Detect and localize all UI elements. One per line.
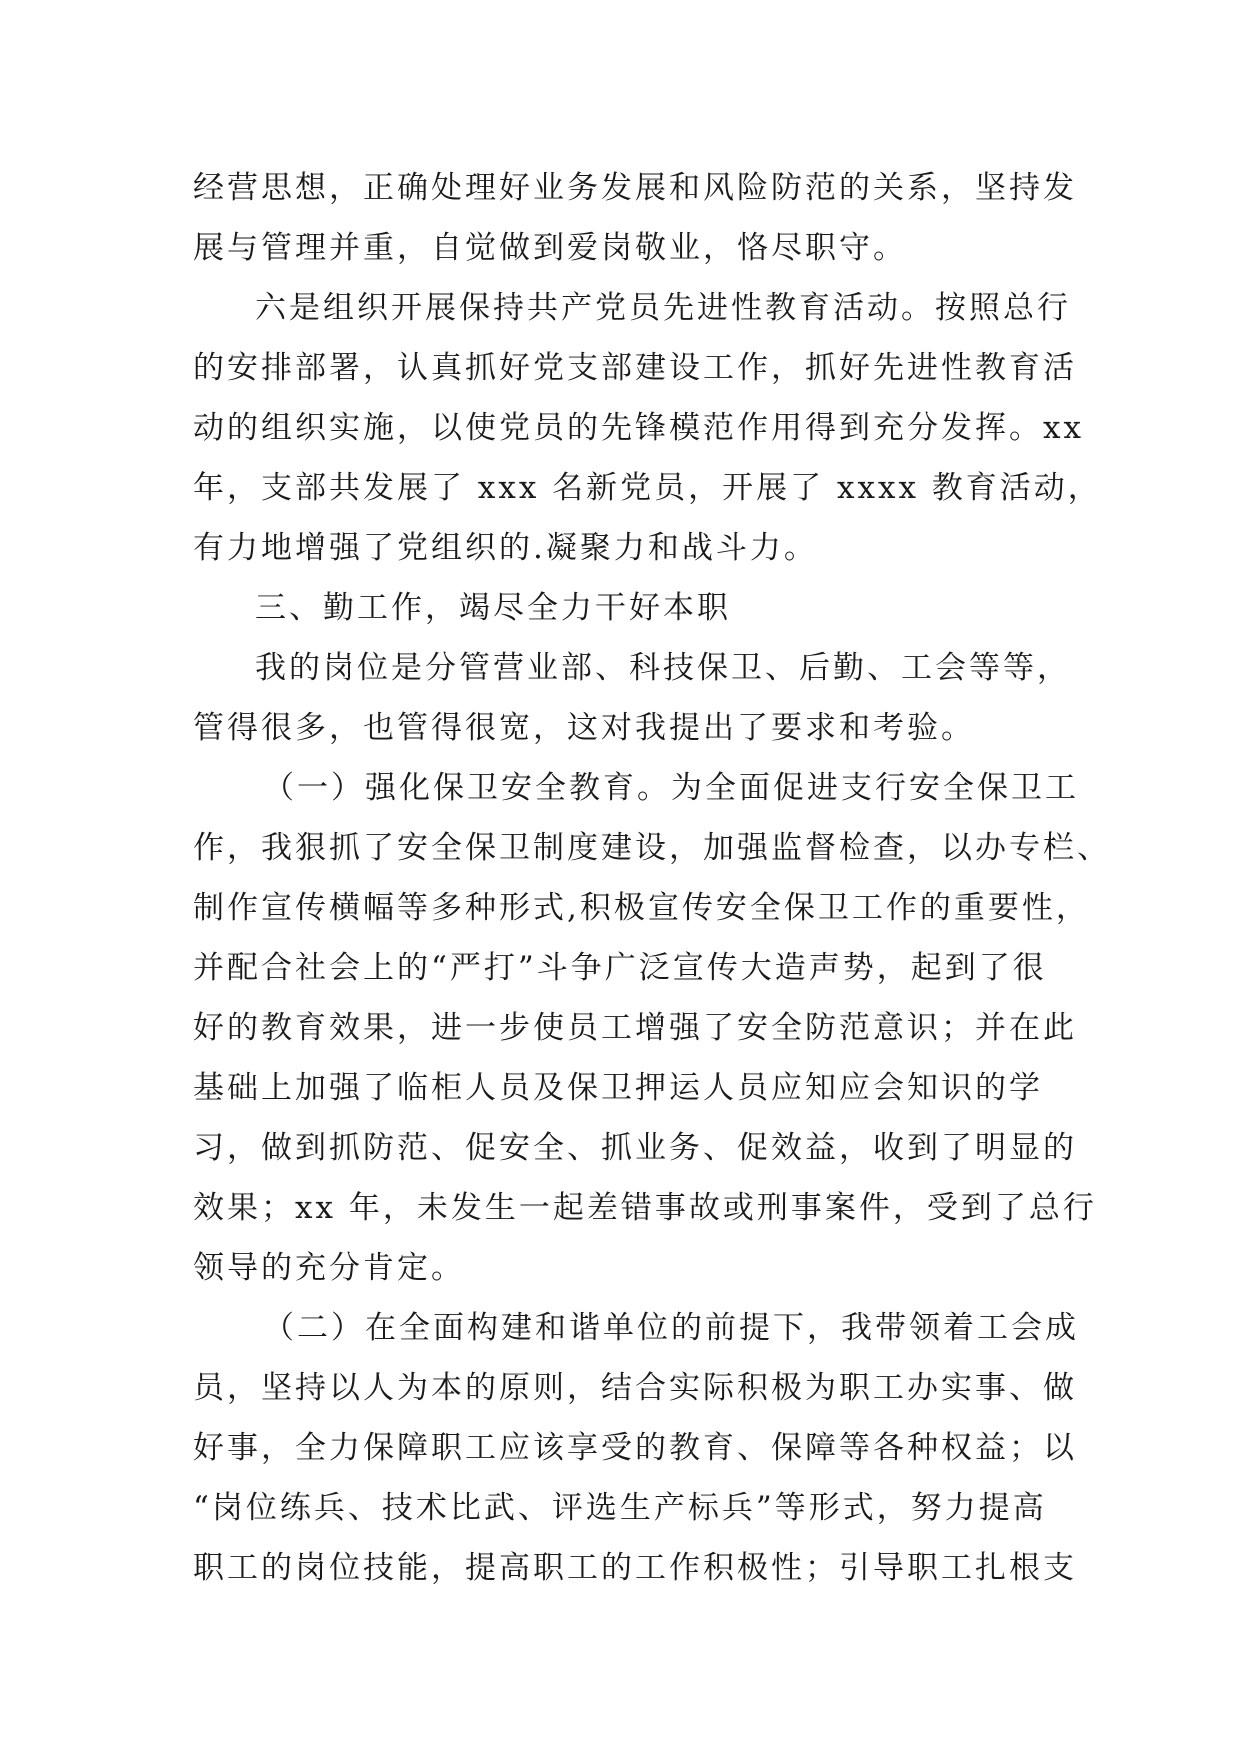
text-line: 效果；xx 年，未发生一起差错事故或刑事案件，受到了总行 (193, 1190, 1097, 1226)
paragraph-start-line: （二）在全面构建和谐单位的前提下，我带领着工会成 (263, 1310, 1079, 1346)
text-line: 习，做到抓防范、促安全、抓业务、促效益，收到了明显的 (193, 1130, 1077, 1166)
text-line: 动的组织实施，以使党员的先锋模范作用得到充分发挥。xx (193, 410, 1084, 446)
text-line: 好的教育效果，进一步使员工增强了安全防范意识；并在此 (193, 1010, 1077, 1046)
text-line: 领导的充分肯定。 (193, 1250, 465, 1286)
text-line: 好事，全力保障职工应该享受的教育、保障等各种权益；以 (193, 1430, 1077, 1466)
text-line: 有力地增强了党组织的.凝聚力和战斗力。 (193, 530, 818, 566)
paragraph-start-line: 我的岗位是分管营业部、科技保卫、后勤、工会等等， (255, 650, 1071, 686)
section-heading: 三、勤工作，竭尽全力干好本职 (255, 590, 731, 626)
body-text (193, 158, 1111, 1598)
text-line: 基础上加强了临柜人员及保卫押运人员应知应会知识的学 (193, 1070, 1043, 1106)
text-line: 职工的岗位技能，提高职工的工作积极性；引导职工扎根支 (193, 1550, 1077, 1586)
text-line: 并配合社会上的“严打”斗争广泛宣传大造声势，起到了很 (193, 950, 1047, 986)
text-line: 经营思想，正确处理好业务发展和风险防范的关系，坚持发 (193, 170, 1077, 206)
text-line: “岗位练兵、技术比武、评选生产标兵”等形式，努力提高 (193, 1490, 1047, 1526)
text-line: 年，支部共发展了 xxx 名新党员，开展了 xxxx 教育活动， (193, 470, 1102, 506)
text-line: 制作宣传横幅等多种形式,积极宣传安全保卫工作的重要性， (193, 890, 1090, 926)
text-line: 管得很多，也管得很宽，这对我提出了要求和考验。 (193, 710, 975, 746)
text-line: 展与管理并重，自觉做到爱岗敬业，恪尽职守。 (193, 230, 907, 266)
paragraph-start-line: （一）强化保卫安全教育。为全面促进支行安全保卫工 (263, 770, 1079, 806)
paragraph-start-line: 六是组织开展保持共产党员先进性教育活动。按照总行 (255, 290, 1071, 326)
text-line: 的安排部署，认真抓好党支部建设工作，抓好先进性教育活 (193, 350, 1077, 386)
text-line: 员，坚持以人为本的原则，结合实际积极为职工办实事、做 (193, 1370, 1077, 1406)
text-line: 作，我狠抓了安全保卫制度建设，加强监督检查，以办专栏、 (193, 830, 1111, 866)
